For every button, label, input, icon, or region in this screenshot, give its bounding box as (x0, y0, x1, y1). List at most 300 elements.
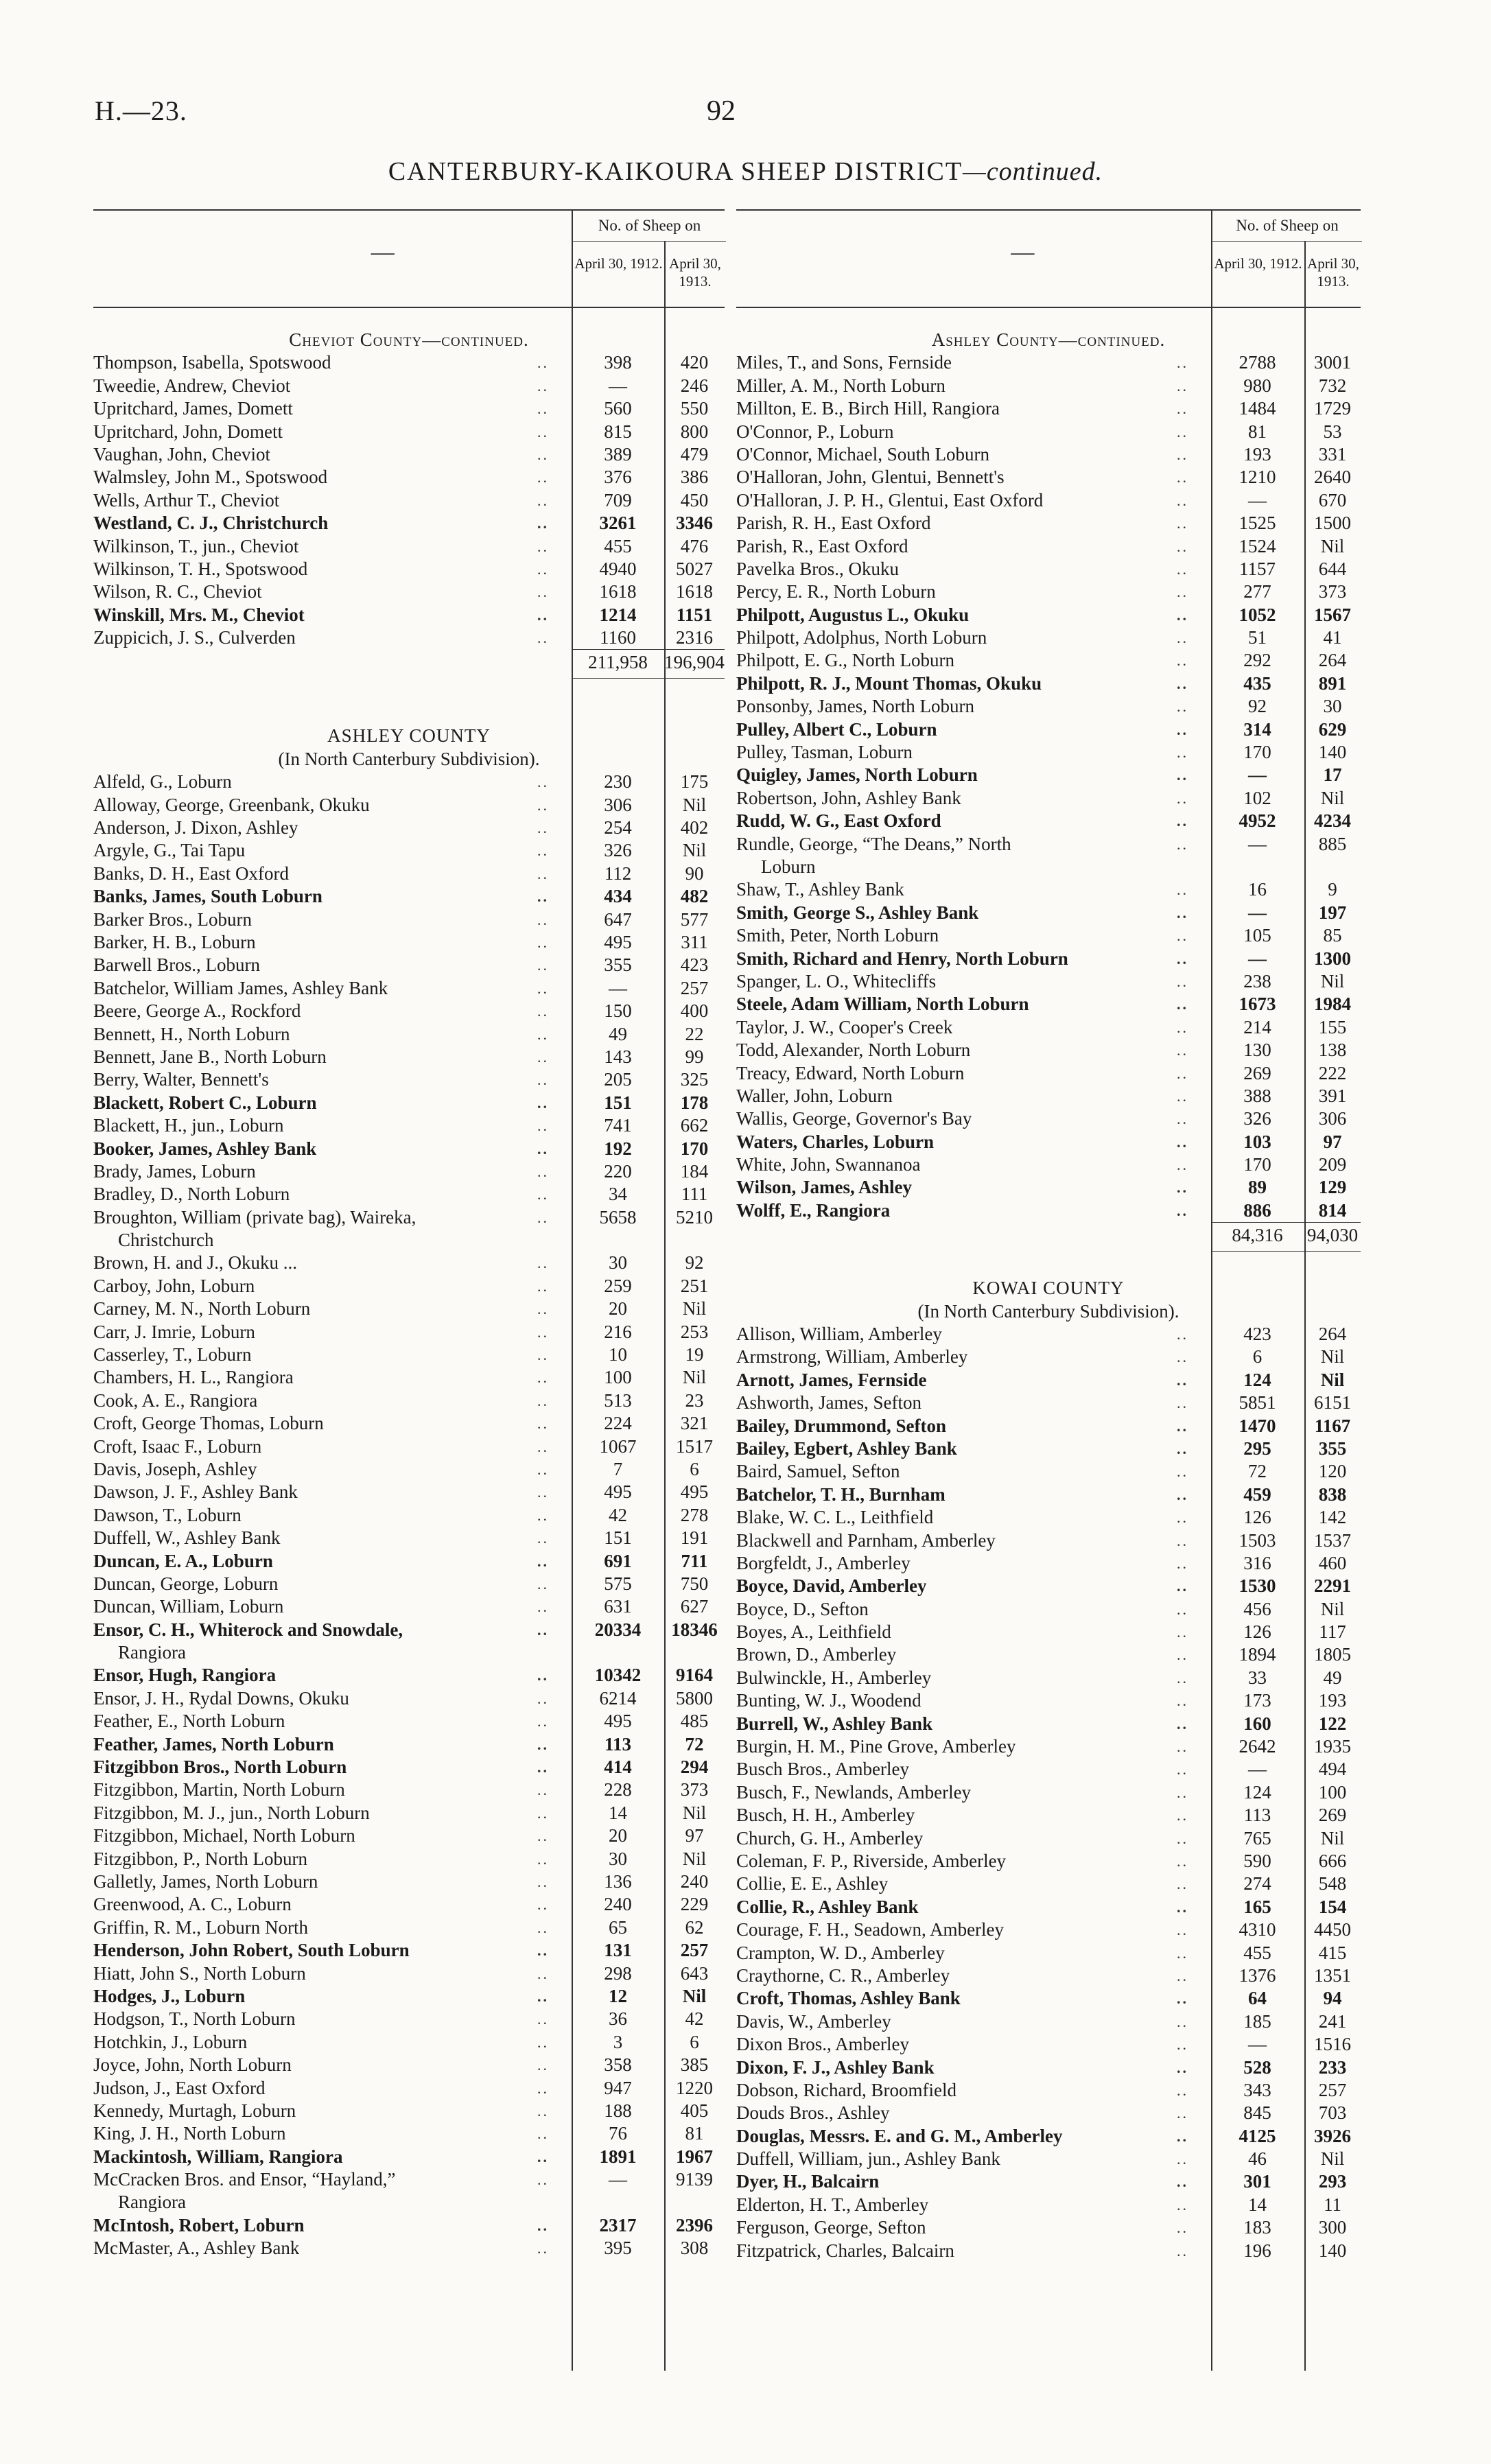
leader-dots: .. (1177, 1898, 1188, 1916)
owner-name: O'Halloran, John, Glentui, Bennett's (736, 467, 1005, 488)
sheep-1913: 629 (1318, 718, 1347, 740)
owner-name: Ensor, C. H., Whiterock and Snowdale, (93, 1619, 403, 1640)
owner-name: Blackett, Robert C., Loburn (93, 1092, 317, 1113)
sheep-1913: 814 (1318, 1199, 1347, 1221)
table-row (736, 421, 1361, 443)
sheep-1913: 241 (1318, 2010, 1347, 2032)
table-row (736, 2033, 1361, 2056)
table-row (736, 1598, 1361, 1621)
sheep-1913: 1567 (1314, 604, 1351, 625)
table-row (93, 1824, 725, 1847)
leader-dots: .. (537, 1048, 549, 1066)
county-total (736, 1222, 1361, 1249)
table-row (93, 1023, 725, 1046)
sheep-1912: 20334 (594, 1619, 642, 1640)
sheep-1913: 2291 (1314, 1575, 1351, 1597)
leader-dots: .. (1177, 2104, 1188, 2122)
sheep-1913: 662 (680, 1115, 709, 1136)
sheep-1912: 10342 (594, 1665, 642, 1686)
table-row (736, 2056, 1361, 2079)
sheep-1913: 49 (1323, 1667, 1342, 1688)
table-row (736, 1131, 1361, 1153)
leader-dots: .. (537, 1713, 549, 1730)
sheep-1913: 703 (1318, 2102, 1347, 2124)
leader-dots: .. (1177, 2036, 1188, 2054)
leader-dots: .. (537, 583, 549, 601)
sheep-1913: 178 (680, 1092, 709, 1113)
owner-name: Croft, Isaac F., Loburn (93, 1435, 262, 1457)
leader-dots: .. (537, 1392, 549, 1409)
owner-name: White, John, Swannanoa (736, 1154, 921, 1175)
sheep-1913: 17 (1323, 764, 1342, 786)
owner-name: Loburn (761, 856, 816, 877)
table-row (93, 1664, 725, 1687)
owner-name: Church, G. H., Amberley (736, 1827, 924, 1849)
table-row (93, 1138, 725, 1160)
sheep-1912: 590 (1243, 1851, 1271, 1871)
sheep-1912: 240 (604, 1894, 632, 1915)
table-row (736, 2148, 1361, 2170)
table-row (93, 2168, 725, 2191)
leader-dots: .. (1177, 1110, 1188, 1128)
sheep-1912: 395 (604, 2238, 632, 2259)
owner-name: Spanger, L. O., Whitecliffs (736, 970, 937, 992)
owner-name: Hotchkin, J., Loburn (93, 2031, 248, 2052)
leader-dots: .. (537, 2056, 549, 2074)
leader-dots: .. (1177, 1156, 1188, 1174)
table-row (736, 833, 1361, 856)
leader-dots: .. (1177, 1417, 1188, 1435)
table-row (736, 1713, 1361, 1735)
owner-name: Zuppicich, J. S., Culverden (93, 627, 296, 648)
sheep-1912: 269 (1243, 1062, 1271, 1083)
leader-dots: .. (1177, 1921, 1188, 1939)
sheep-1913: 9139 (676, 2169, 713, 2190)
sheep-1913: 5210 (676, 1206, 713, 1228)
leader-dots: .. (537, 629, 549, 647)
owner-name: Wilson, R. C., Cheviot (93, 581, 262, 602)
owner-name: Greenwood, A. C., Loburn (93, 1894, 292, 1915)
sheep-1912: 298 (604, 1962, 632, 1984)
leader-dots: .. (537, 1804, 549, 1822)
table-row (93, 466, 725, 489)
leader-dots: .. (537, 1415, 549, 1433)
table-row (93, 604, 725, 626)
table-row (736, 1369, 1361, 1392)
total-rule-top (1211, 1222, 1361, 1223)
sheep-1913: 257 (1318, 2079, 1347, 2100)
table-row (736, 878, 1361, 901)
owner-name: Duncan, William, Loburn (93, 1596, 284, 1617)
leader-dots: .. (1177, 1853, 1188, 1870)
leader-dots: .. (1177, 766, 1188, 784)
owner-name: Mackintosh, William, Rangiora (93, 2146, 343, 2167)
leader-dots: .. (1177, 2219, 1188, 2237)
owner-name: Robertson, John, Ashley Bank (736, 787, 961, 808)
table-row (93, 1160, 725, 1183)
sheep-1912: 238 (1243, 970, 1271, 992)
owner-name: Banks, James, South Loburn (93, 886, 322, 907)
sheep-1913: Nil (1320, 535, 1345, 556)
table-row (736, 993, 1361, 1016)
leader-dots: .. (1177, 469, 1188, 486)
sheep-1912: 220 (604, 1160, 632, 1182)
table-row (736, 718, 1361, 741)
leader-dots: .. (537, 2125, 549, 2143)
leader-dots: .. (1177, 835, 1188, 853)
leader-dots: .. (1177, 881, 1188, 899)
sheep-1912: 113 (604, 1733, 631, 1755)
sheep-1912: 136 (604, 1871, 632, 1892)
sheep-1912: 306 (604, 794, 632, 815)
leader-dots: .. (537, 842, 549, 860)
owner-name: Smith, Richard and Henry, North Loburn (736, 948, 1068, 969)
table-row (93, 2008, 725, 2030)
sheep-1913: 42 (685, 2008, 704, 2030)
leader-dots: .. (1177, 1944, 1188, 1962)
total-1912: 84,316 (1232, 1225, 1283, 1246)
right-column (736, 209, 1361, 2262)
leader-dots: .. (1177, 1371, 1188, 1389)
sheep-1912: 151 (604, 1527, 632, 1549)
sheep-1912: 254 (604, 817, 632, 838)
owner-name: McCracken Bros. and Ensor, “Hayland,” (93, 2169, 396, 2190)
sheep-1912: 81 (1248, 421, 1267, 442)
sheep-1913: Nil (1320, 970, 1345, 992)
owner-name: Walmsley, John M., Spotswood (93, 467, 328, 488)
leader-dots: .. (537, 1621, 549, 1639)
sheep-1912: 5851 (1238, 1392, 1276, 1413)
leader-dots: .. (1177, 972, 1188, 990)
sheep-1912: 1067 (599, 1435, 637, 1457)
table-row (93, 1344, 725, 1366)
sheep-1912: 765 (1243, 1827, 1271, 1849)
owner-name: Coleman, F. P., Riverside, Amberley (736, 1851, 1007, 1871)
sheep-1913: 386 (680, 467, 709, 488)
owner-name: Ensor, Hugh, Rangiora (93, 1665, 277, 1686)
sheep-1913: 420 (680, 352, 709, 373)
sheep-1912: 192 (604, 1138, 632, 1159)
table-row (93, 1687, 725, 1710)
leader-dots: .. (537, 1140, 549, 1158)
owner-name: Kennedy, Murtagh, Loburn (93, 2100, 296, 2121)
owner-name: Shaw, T., Ashley Bank (736, 879, 904, 900)
owner-name: Carboy, John, Loburn (93, 1275, 255, 1296)
table-row (93, 1779, 725, 1801)
leader-dots: .. (1177, 1042, 1188, 1059)
owner-name: Quigley, James, North Loburn (736, 764, 978, 786)
owner-name: Cook, A. E., Rangiora (93, 1389, 258, 1411)
table-row (93, 1939, 725, 1962)
leader-dots: .. (1177, 560, 1188, 578)
table-row (736, 1643, 1361, 1666)
sheep-1912: 150 (604, 1000, 632, 1022)
leader-dots: .. (1177, 537, 1188, 555)
owner-name: Dixon Bros., Amberley (736, 2034, 909, 2055)
sheep-1913: 1537 (1314, 1529, 1351, 1551)
sheep-1913: 1220 (676, 2077, 713, 2098)
owner-name: Busch, F., Newlands, Amberley (736, 1781, 972, 1803)
owner-name: Busch Bros., Amberley (736, 1759, 909, 1780)
leader-dots: .. (1177, 1463, 1188, 1481)
sheep-1913: 94 (1323, 1988, 1342, 2009)
leader-dots: .. (1177, 698, 1188, 716)
sheep-1912: 2317 (599, 2214, 637, 2236)
table-row (736, 1107, 1361, 1130)
sheep-1913: 308 (680, 2238, 709, 2259)
sheep-1913: 264 (1318, 650, 1347, 671)
table-row (93, 580, 725, 603)
leader-dots: .. (1177, 1087, 1188, 1105)
sheep-1912: 214 (1243, 1016, 1271, 1037)
owner-name: Collie, R., Ashley Bank (736, 1896, 919, 1917)
owner-name: Boyes, A., Leithfield (736, 1621, 891, 1643)
owner-name: Batchelor, William James, Ashley Bank (93, 977, 388, 998)
leader-dots: .. (1177, 1761, 1188, 1779)
table-row (736, 1506, 1361, 1529)
sheep-1912: — (1248, 833, 1267, 854)
table-row (736, 2216, 1361, 2239)
sheep-1913: 1729 (1314, 398, 1351, 419)
sheep-1913: 240 (680, 1871, 709, 1892)
sheep-1913: 331 (1318, 443, 1347, 465)
leader-dots: .. (537, 1827, 549, 1845)
leader-dots: .. (1177, 744, 1188, 762)
sheep-1913: Nil (682, 840, 707, 861)
sheep-1912: 112 (604, 863, 632, 884)
sheep-1912: 188 (604, 2100, 632, 2121)
sheep-1912: 42 (609, 1504, 627, 1525)
sheep-1913: 479 (680, 443, 709, 465)
leader-dots: .. (537, 865, 549, 882)
table-row (736, 1039, 1361, 1061)
table-row (736, 1919, 1361, 1941)
table-body (93, 308, 725, 2260)
sheep-1913: 251 (680, 1275, 709, 1296)
sheep-1912: 459 (1243, 1483, 1271, 1505)
leader-dots: .. (1177, 583, 1188, 601)
leader-dots: .. (537, 773, 549, 791)
leader-dots: .. (1177, 1577, 1188, 1595)
sheep-1912: 528 (1243, 2056, 1271, 2078)
table-row (93, 397, 725, 420)
leader-dots: .. (537, 1002, 549, 1020)
owner-name: Wilson, James, Ashley (736, 1177, 913, 1198)
county-heading: Ashley County—continued. (931, 329, 1166, 350)
sheep-1913: 732 (1318, 375, 1347, 396)
sheep-1913: 6 (690, 1458, 699, 1479)
sheep-1913: 293 (1318, 2171, 1347, 2192)
table-row (93, 1848, 725, 1870)
sheep-1913: 711 (681, 1550, 708, 1571)
owner-name: Baird, Samuel, Sefton (736, 1461, 900, 1482)
table-header (736, 209, 1361, 308)
owner-name: Busch, H. H., Amberley (736, 1805, 915, 1826)
sheep-1913: 97 (1323, 1131, 1342, 1152)
sheep-1913: 264 (1318, 1324, 1347, 1345)
sheep-1913: 184 (680, 1160, 709, 1182)
sheep-1913: 5027 (676, 558, 713, 579)
table-row (93, 1458, 725, 1481)
spacer-row (93, 308, 725, 329)
table-row (93, 558, 725, 580)
sheep-1913: 9 (1328, 879, 1337, 900)
sheep-1913: 1935 (1314, 1736, 1351, 1757)
leader-dots: .. (537, 606, 549, 624)
owner-name: Feather, E., North Loburn (93, 1711, 285, 1732)
table-row (93, 1893, 725, 1916)
leader-dots: .. (537, 1919, 549, 1936)
sheep-1912: 495 (604, 1481, 632, 1503)
owner-name: Wilkinson, T. H., Spotswood (93, 558, 308, 579)
owner-name: O'Connor, Michael, South Loburn (736, 443, 989, 465)
county-total (93, 649, 725, 677)
owner-name: Crampton, W. D., Amberley (736, 1942, 945, 1963)
table-row (93, 375, 725, 397)
sheep-1913: 300 (1318, 2217, 1347, 2238)
leader-dots: .. (537, 1850, 549, 1868)
sheep-1912: 1891 (599, 2146, 637, 2167)
sheep-1913: 257 (680, 977, 709, 998)
table-row (93, 489, 725, 512)
table-row (93, 1366, 725, 1389)
sheep-1913: 550 (680, 398, 709, 419)
owner-name: Barwell Bros., Loburn (93, 954, 260, 976)
owner-name: Borgfeldt, J., Amberley (736, 1552, 911, 1573)
sheep-1913: 81 (685, 2123, 704, 2144)
table-row (736, 1460, 1361, 1483)
sheep-1913: 278 (680, 1504, 709, 1525)
leader-dots: .. (537, 933, 549, 951)
owner-name: Douglas, Messrs. E. and G. M., Amberley (736, 2125, 1063, 2146)
owner-name: Croft, Thomas, Ashley Bank (736, 1988, 961, 2009)
sheep-1912: 388 (1243, 1085, 1271, 1106)
table-row (736, 1552, 1361, 1575)
sheep-1913: 111 (681, 1184, 708, 1205)
leader-dots: .. (1177, 1623, 1188, 1641)
table-row (93, 1619, 725, 1641)
leader-dots: .. (1177, 1646, 1188, 1664)
owner-name: Steele, Adam William, North Loburn (736, 994, 1029, 1015)
sheep-1912: 72 (1248, 1461, 1267, 1482)
table-row (93, 885, 725, 908)
sheep-1912: — (609, 977, 627, 998)
owner-name: Joyce, John, North Loburn (93, 2054, 292, 2076)
table-row (93, 351, 725, 374)
owner-name: Philpott, E. G., North Loburn (736, 650, 954, 671)
sheep-1913: 140 (1318, 742, 1347, 763)
leader-dots: .. (1177, 2196, 1188, 2214)
county-subheading: (In North Canterbury Subdivision). (278, 748, 540, 769)
sheep-1912: 1214 (599, 604, 637, 625)
total-rule-top (572, 649, 725, 650)
table-row (93, 1710, 725, 1733)
sheep-1912: 64 (1248, 1988, 1267, 2009)
owner-name: Bunting, W. J., Woodend (736, 1690, 921, 1711)
sheep-1912: 2788 (1238, 352, 1276, 373)
leader-dots: .. (537, 1529, 549, 1547)
leader-dots: .. (1177, 904, 1188, 922)
sheep-1912: 947 (604, 2077, 632, 2098)
page-title (0, 156, 1491, 187)
title-main: CANTERBURY-KAIKOURA SHEEP DISTRICT (388, 157, 963, 186)
sheep-1913: 750 (680, 1573, 709, 1594)
owner-name: Dyer, H., Balcairn (736, 2171, 880, 2192)
sheep-1913: 476 (680, 535, 709, 556)
sheep-1913: 257 (680, 1940, 709, 1961)
leader-dots: .. (1177, 400, 1188, 418)
sheep-1912: — (609, 2169, 627, 2190)
sheep-1912: 1052 (1238, 604, 1276, 625)
leader-dots: .. (537, 1667, 549, 1685)
sheep-1912: 224 (604, 1413, 632, 1434)
table-row (736, 856, 1361, 878)
owner-name: Allison, William, Amberley (736, 1324, 942, 1345)
owner-name: Griffin, R. M., Loburn North (93, 1916, 308, 1938)
owner-name: Burgin, H. M., Pine Grove, Amberley (736, 1736, 1016, 1757)
leader-dots: .. (1177, 1875, 1188, 1893)
leader-dots: .. (1177, 1179, 1188, 1197)
owner-name: Fitzgibbon, Michael, North Loburn (93, 1825, 355, 1846)
sheep-1913: 1167 (1314, 1415, 1351, 1436)
owner-name: Batchelor, T. H., Burnham (736, 1483, 946, 1505)
owner-name: Davis, Joseph, Ashley (93, 1458, 257, 1479)
table-row (736, 351, 1361, 374)
table-row (736, 1758, 1361, 1781)
sheep-1913: 222 (1318, 1062, 1347, 1083)
table-row (93, 1733, 725, 1756)
table-row (93, 1527, 725, 1549)
owner-name: Brown, H. and J., Okuku ... (93, 1252, 297, 1274)
sheep-1913: 838 (1318, 1483, 1347, 1505)
sheep-1913: 2316 (676, 627, 713, 648)
leader-dots: .. (1177, 789, 1188, 807)
leader-dots: .. (1177, 812, 1188, 830)
owner-name: Bennett, H., North Loburn (93, 1023, 290, 1044)
table-row (736, 1529, 1361, 1552)
leader-dots: .. (537, 2033, 549, 2051)
leader-dots: .. (1177, 606, 1188, 624)
owner-name: McIntosh, Robert, Loburn (93, 2214, 305, 2236)
table-row (93, 1916, 725, 1939)
owner-name: Brown, D., Amberley (736, 1644, 897, 1665)
owner-name: Elderton, H. T., Amberley (736, 2194, 929, 2215)
owner-name: Galletly, James, North Loburn (93, 1871, 318, 1892)
sheep-1912: 1470 (1238, 1415, 1276, 1436)
leader-dots: .. (537, 1186, 549, 1204)
title-suffix: —continued. (963, 157, 1103, 186)
table-row (736, 1896, 1361, 1919)
spacer-row (93, 677, 725, 725)
sheep-1912: 92 (1248, 696, 1267, 717)
sheep-1912: 89 (1248, 1177, 1267, 1198)
sheep-1913: 5800 (676, 1687, 713, 1709)
leader-dots: .. (1177, 1715, 1188, 1733)
leader-dots: .. (1177, 1064, 1188, 1082)
owner-name: Parish, R. H., East Oxford (736, 513, 931, 534)
table-row (736, 2240, 1361, 2262)
sheep-1913: 1517 (676, 1435, 713, 1457)
sheep-1912: 196 (1243, 2240, 1271, 2261)
sheep-1913: 129 (1318, 1177, 1347, 1198)
table-row (736, 604, 1361, 626)
leader-dots: .. (537, 2216, 549, 2234)
leader-dots: .. (1177, 1348, 1188, 1366)
leader-dots: .. (537, 1025, 549, 1043)
owner-name: Tweedie, Andrew, Cheviot (93, 375, 291, 396)
leader-dots: .. (537, 1575, 549, 1593)
table-row (736, 810, 1361, 832)
